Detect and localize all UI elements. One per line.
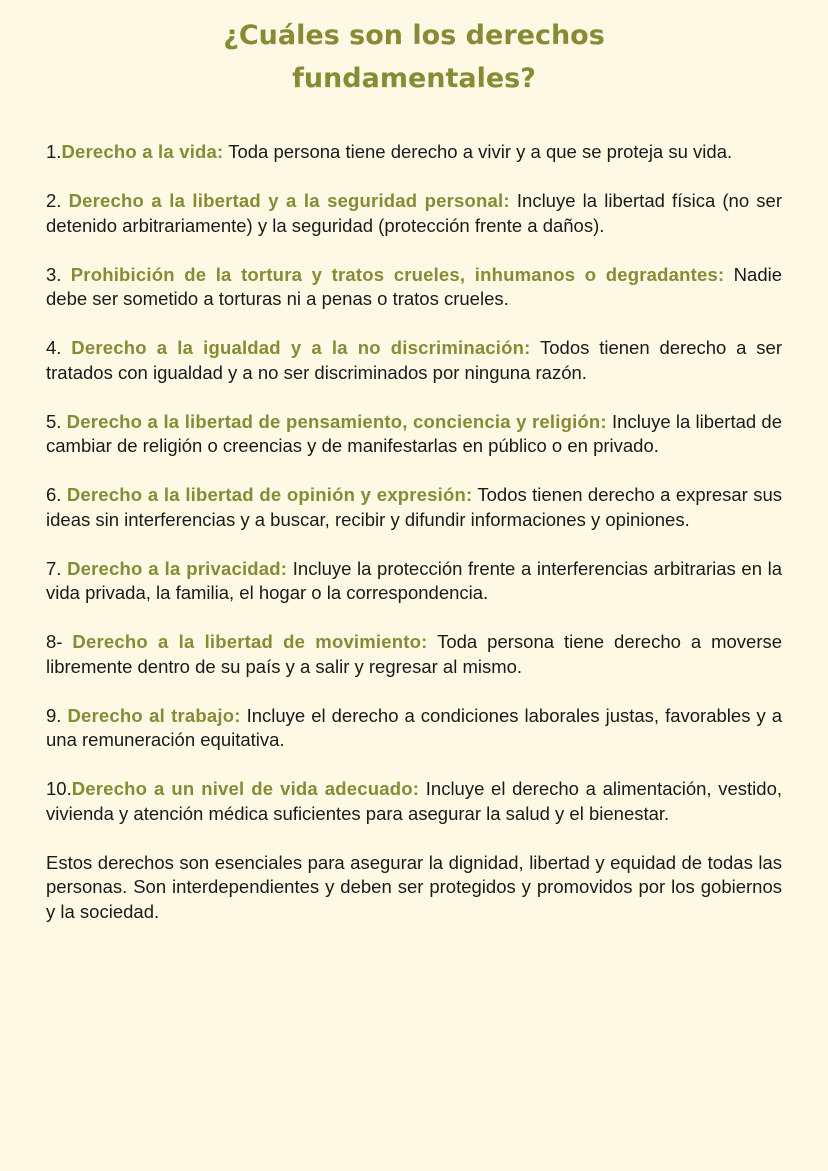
right-item-1 bbox=[46, 140, 782, 165]
right-number: 1. bbox=[46, 141, 62, 162]
right-description: Incluye la libertad física (no ser detenido arbitrariamente) y la seguridad (protección frente a daños). bbox=[46, 190, 782, 236]
right-number: 8- bbox=[46, 631, 73, 652]
right-number: 2. bbox=[46, 190, 69, 211]
right-heading: Derecho a la igualdad y a la no discriminación: bbox=[71, 337, 531, 358]
right-heading: Prohibición de la tortura y tratos crueles, inhumanos o degradantes: bbox=[70, 263, 725, 285]
right-description: Nadie debe ser sometido a torturas ni a penas o tratos crueles. bbox=[46, 263, 783, 309]
right-number: 4. bbox=[46, 337, 72, 358]
right-description: Incluye la protección frente a interferencias arbitrarias en la vida privada, la familia, el hogar o la correspondencia. bbox=[46, 557, 782, 603]
right-heading: Derecho a la libertad de movimiento: bbox=[72, 631, 428, 652]
title-line-1: ¿Cuáles son los derechos bbox=[223, 20, 605, 51]
right-number: 5. bbox=[46, 410, 67, 432]
right-number: 3. bbox=[46, 263, 71, 285]
closing-paragraph: Estos derechos son esenciales para asegurar la dignidad, libertad y equidad de todas las personas. Son interdependientes y deben ser protegidos y promovidos por los gobiernos y la sociedad. bbox=[46, 851, 782, 922]
right-heading: Derecho a la libertad y a la seguridad personal: bbox=[68, 190, 510, 211]
right-number: 7. bbox=[46, 557, 68, 579]
right-description: Toda persona tiene derecho a moverse libremente dentro de su país y a salir y regresar al mismo. bbox=[46, 631, 783, 677]
right-item-8 bbox=[46, 630, 782, 679]
right-description: Todos tienen derecho a ser tratados con igualdad y a no ser discriminados por ninguna razón. bbox=[46, 337, 782, 383]
right-heading: Derecho a la vida: bbox=[61, 141, 224, 162]
right-heading: Derecho a un nivel de vida adecuado: bbox=[71, 778, 420, 799]
page-title bbox=[46, 14, 782, 100]
right-number: 6. bbox=[46, 484, 67, 505]
right-number: 9. bbox=[46, 704, 68, 726]
right-number: 10. bbox=[46, 778, 72, 799]
right-item-10 bbox=[46, 777, 782, 826]
right-item-7 bbox=[46, 557, 782, 606]
right-item-3 bbox=[46, 263, 782, 312]
right-description: Toda persona tiene derecho a vivir y a que se proteja su vida. bbox=[228, 141, 733, 162]
right-item-2 bbox=[46, 189, 782, 238]
right-description: Todos tienen derecho a expresar sus ideas sin interferencias y a buscar, recibir y difundir informaciones y opiniones. bbox=[46, 484, 783, 530]
title-line-2: fundamentales? bbox=[292, 63, 536, 94]
right-item-4 bbox=[46, 336, 782, 385]
right-item-9 bbox=[46, 704, 782, 753]
right-description: Incluye la libertad de cambiar de religión o creencias y de manifestarlas en público o en privado. bbox=[46, 410, 782, 456]
right-item-5 bbox=[46, 410, 782, 459]
right-description: Incluye el derecho a alimentación, vestido, vivienda y atención médica suficientes para asegurar la salud y el bienestar. bbox=[46, 778, 782, 824]
right-item-6 bbox=[46, 483, 782, 532]
right-heading: Derecho a la libertad de pensamiento, conciencia y religión: bbox=[66, 410, 607, 432]
right-heading: Derecho al trabajo: bbox=[67, 704, 241, 726]
right-description: Incluye el derecho a condiciones laborales justas, favorables y a una remuneración equitativa. bbox=[46, 704, 783, 750]
right-heading: Derecho a la libertad de opinión y expresión: bbox=[66, 484, 473, 505]
right-heading: Derecho a la privacidad: bbox=[67, 557, 288, 579]
rights-list bbox=[46, 140, 782, 826]
